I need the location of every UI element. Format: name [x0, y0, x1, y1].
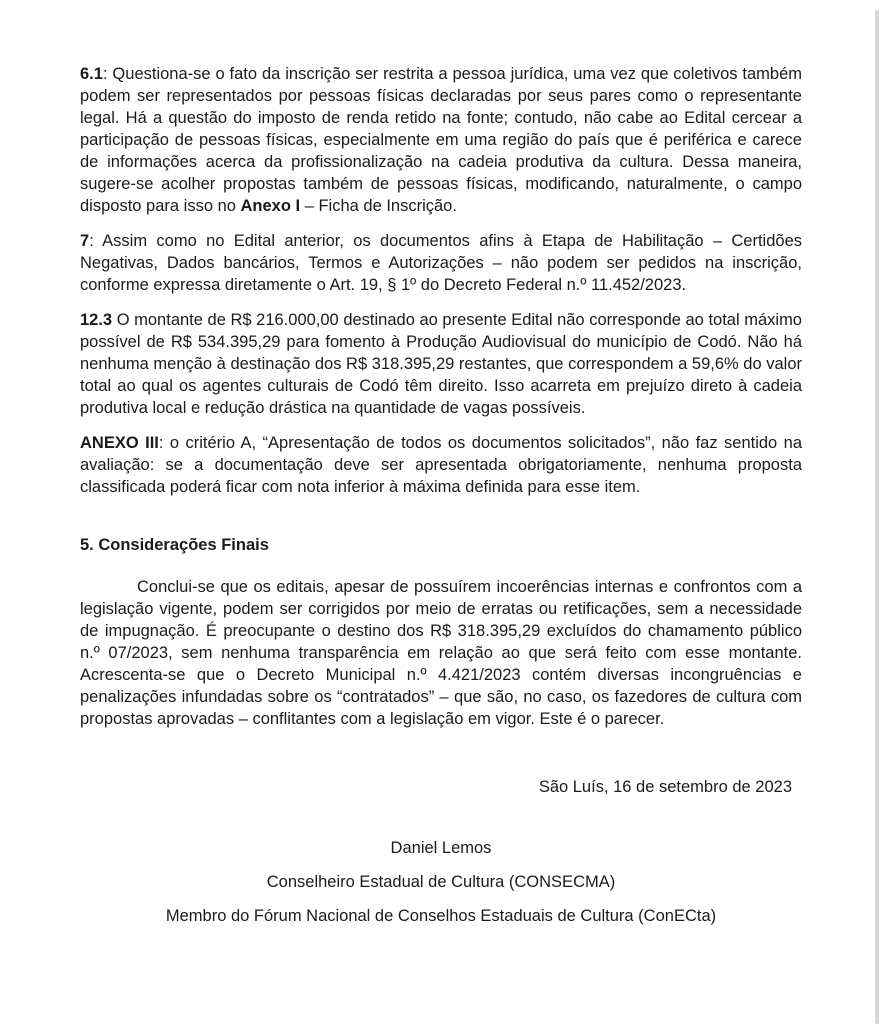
paragraph-anexo-iii [80, 432, 802, 498]
scrollbar[interactable] [875, 10, 879, 1024]
paragraph-7 [80, 230, 802, 296]
text-run-bold: 7 [80, 232, 90, 250]
text-run-bold: ANEXO III [80, 434, 159, 452]
signature-role-2: Membro do Fórum Nacional de Conselhos Estaduais de Cultura (ConECta) [165, 907, 717, 925]
signature-role-1: Conselheiro Estadual de Cultura (CONSECMA) [266, 873, 616, 891]
text-run: – Ficha de Inscrição. [300, 197, 457, 215]
text-run-bold: Anexo I [240, 197, 301, 215]
text-run: : Questiona-se o fato da inscrição ser restrita a pessoa jurídica, uma vez que coletivos também podem ser representados por pessoas físicas declaradas por seus pares como o representante legal. Há a questão do imposto de renda retido na fonte; contudo, não cabe ao Edital cercear a participação de pessoas físicas, especialmente em uma região do país que é periférica e carece de informações acerca da profissionalização na cadeia produtiva da cultura. Dessa maneira, sugere-se acolher propostas também de pessoas físicas, modificando, naturalmente, o campo disposto para isso no [80, 65, 802, 215]
text-run-bold: 6.1 [80, 65, 103, 83]
text-run: O montante de R$ 216.000,00 destinado ao presente Edital não corresponde ao total máximo possível de R$ 534.395,29 para fomento à Produção Audiovisual do município de Codó. Não há nenhuma menção à destinação dos R$ 318.395,29 restantes, que correspondem a 59,6% do valor total ao qual os agentes culturais de Codó têm direito. Isso acarreta em prejuízo direto à cadeia produtiva local e redução drástica na quantidade de vagas possíveis. [80, 311, 802, 417]
dateline: São Luís, 16 de setembro de 2023 [538, 778, 792, 796]
section-heading-consideracoes-finais: 5. Considerações Finais [80, 536, 269, 554]
text-run: : o critério A, “Apresentação de todos os documentos solicitados”, não faz sentido na avaliação: se a documentação deve ser apresentada obrigatoriamente, nenhuma proposta classificada poderá ficar com nota inferior à máxima definida para esse item. [80, 434, 803, 496]
text-run-bold: 12.3 [80, 311, 113, 329]
paragraph-6-1 [80, 63, 802, 217]
text-run: : Assim como no Edital anterior, os documentos afins à Etapa de Habilitação – Certidões Negativas, Dados bancários, Termos e Autorizações – não podem ser pedidos na inscrição, conforme expressa diretamente o Art. 19, § 1º do Decreto Federal n.º 11.452/2023. [80, 232, 802, 294]
paragraph-12-3 [80, 309, 802, 419]
signature-name: Daniel Lemos [390, 839, 492, 857]
paragraph-conclusion: Conclui-se que os editais, apesar de possuírem incoerências internas e confrontos com a legislação vigente, podem ser corrigidos por meio de erratas ou retificações, sem a necessidade de impugnação. É preocupante o destino dos R$ 318.395,29 excluídos do chamamento público n.º 07/2023, sem nenhuma transparência em relação ao que será feito com esse montante. Acrescenta-se que o Decreto Municipal n.º 4.421/2023 contém diversas incongruências e penalizações infundadas sobre os “contratados” – que são, no caso, os fazedores de cultura com propostas aprovadas – conflitantes com a legislação em vigor. Este é o parecer. [80, 578, 802, 728]
